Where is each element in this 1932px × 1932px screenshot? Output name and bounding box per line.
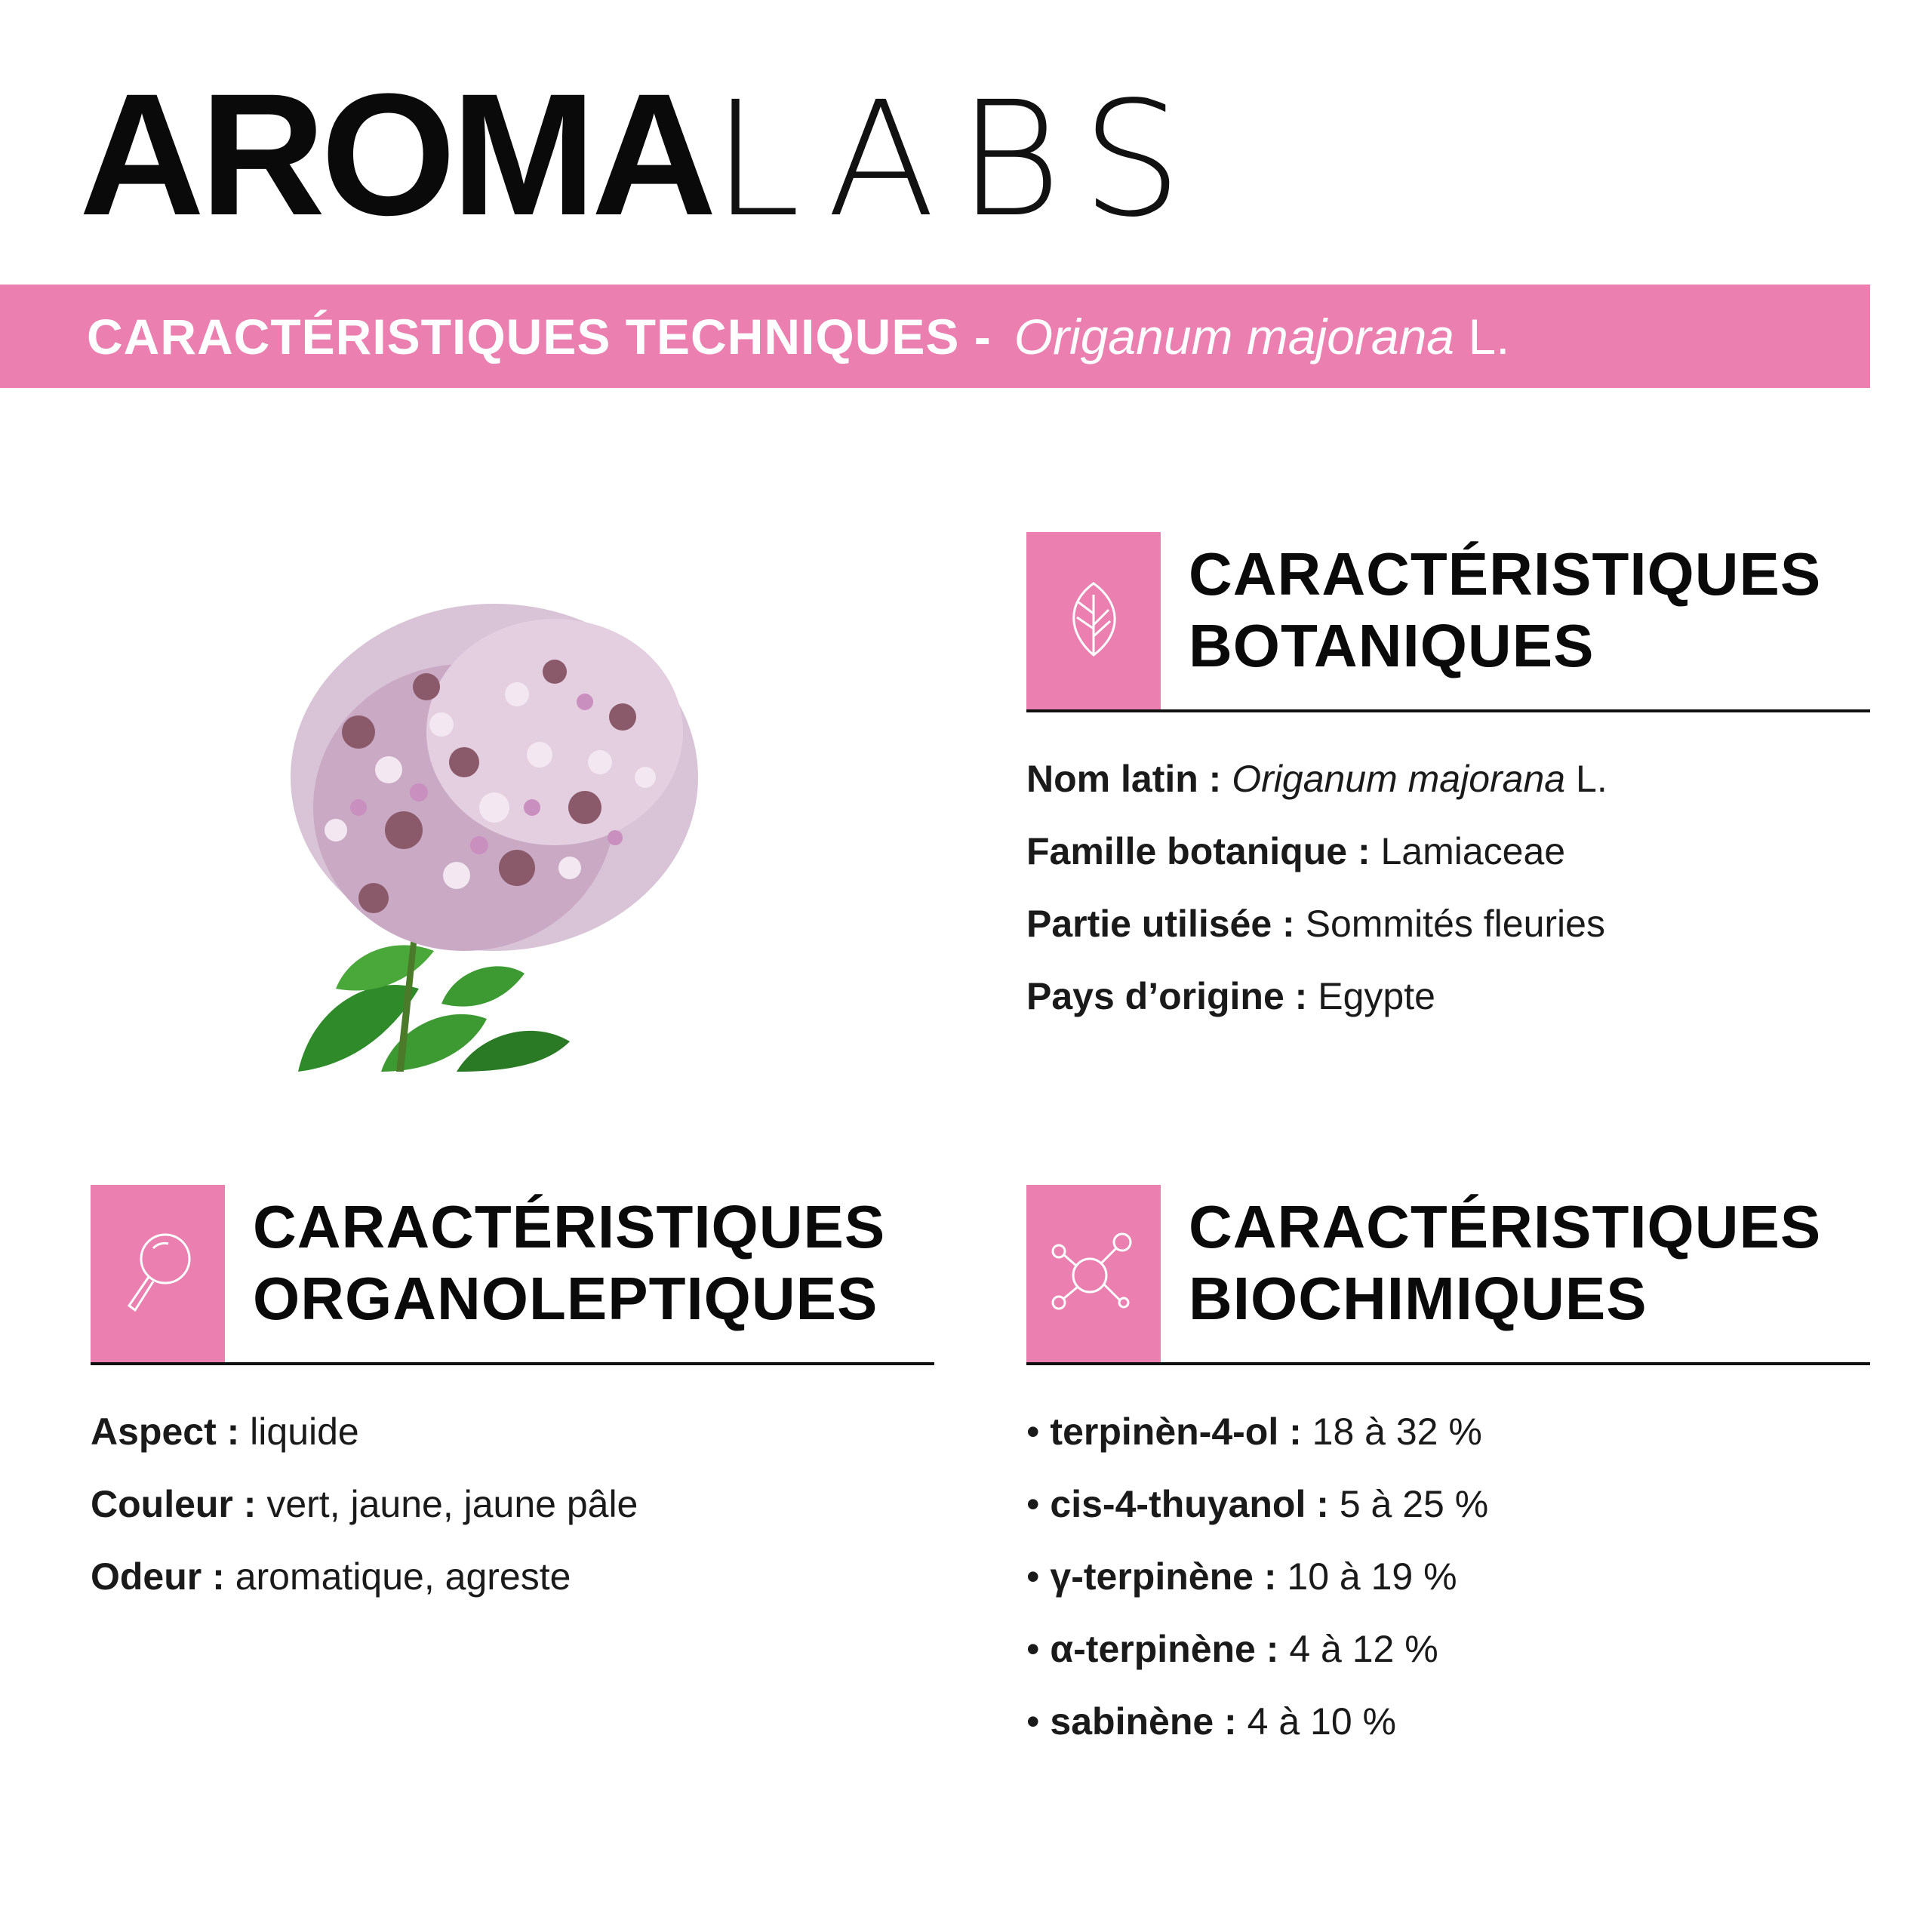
- logo-bold: AROMA: [79, 57, 712, 251]
- organoleptic-title-line2: ORGANOLEPTIQUES: [253, 1265, 878, 1332]
- row-value: Sommités fleuries: [1305, 903, 1605, 945]
- row-value: liquide: [250, 1411, 359, 1453]
- list-item: [91, 1540, 934, 1613]
- row-key: Famille botanique :: [1026, 830, 1371, 872]
- row-value: 4 à 12 %: [1289, 1628, 1438, 1670]
- botanical-list: [1026, 743, 1870, 1032]
- row-value: 18 à 32 %: [1312, 1411, 1482, 1453]
- biochemical-title-line2: BIOCHIMIQUES: [1189, 1265, 1647, 1332]
- biochemical-title: [1189, 1191, 1821, 1334]
- list-item: [1026, 888, 1870, 960]
- bullet: •: [1026, 1411, 1040, 1453]
- row-key: Nom latin :: [1026, 758, 1222, 800]
- title-banner: [0, 285, 1870, 388]
- list-item: [1026, 1685, 1870, 1758]
- row-value: 10 à 19 %: [1287, 1555, 1457, 1598]
- row-key: sabinène :: [1050, 1700, 1237, 1743]
- row-key: terpinèn-4-ol :: [1050, 1411, 1302, 1453]
- magnifier-icon: [91, 1185, 225, 1362]
- list-item: [1026, 1395, 1870, 1468]
- botanical-header: [1026, 532, 1870, 712]
- banner-species: [1014, 308, 1510, 365]
- row-value: Origanum majorana: [1232, 758, 1566, 800]
- row-key: Partie utilisée :: [1026, 903, 1295, 945]
- molecule-icon: [1026, 1185, 1161, 1362]
- banner-title: CARACTÉRISTIQUES TECHNIQUES -: [87, 308, 992, 365]
- botanical-title-line2: BOTANIQUES: [1189, 612, 1595, 679]
- row-key: Pays d’origine :: [1026, 975, 1308, 1017]
- botanical-title-line1: CARACTÉRISTIQUES: [1189, 540, 1822, 608]
- biochemical-header: [1026, 1185, 1870, 1365]
- list-item: [91, 1468, 934, 1540]
- row-suffix: L.: [1576, 758, 1607, 800]
- organoleptic-title-line1: CARACTÉRISTIQUES: [253, 1193, 886, 1260]
- list-item: [1026, 743, 1870, 815]
- row-value: aromatique, agreste: [235, 1555, 571, 1598]
- row-key: α-terpinène :: [1050, 1628, 1279, 1670]
- row-key: cis-4-thuyanol :: [1050, 1483, 1329, 1525]
- row-key: Aspect :: [91, 1411, 240, 1453]
- organoleptic-section: [91, 1185, 934, 1613]
- bullet: •: [1026, 1555, 1040, 1598]
- row-key: Couleur :: [91, 1483, 257, 1525]
- biochemical-title-line1: CARACTÉRISTIQUES: [1189, 1193, 1822, 1260]
- bullet: •: [1026, 1700, 1040, 1743]
- row-key: γ-terpinène :: [1050, 1555, 1277, 1598]
- list-item: [91, 1395, 934, 1468]
- organoleptic-title: [253, 1191, 885, 1334]
- bullet: •: [1026, 1628, 1040, 1670]
- botanical-section: [1026, 532, 1870, 1032]
- list-item: [1026, 815, 1870, 888]
- logo-thin: LABS: [712, 67, 1205, 252]
- row-value: Lamiaceae: [1380, 830, 1566, 872]
- row-value: vert, jaune, jaune pâle: [266, 1483, 638, 1525]
- list-item: [1026, 1613, 1870, 1685]
- botanical-title: [1189, 538, 1821, 681]
- bullet: •: [1026, 1483, 1040, 1525]
- leaf-icon: [1026, 532, 1161, 709]
- banner-author: L.: [1468, 308, 1510, 365]
- row-value: 4 à 10 %: [1247, 1700, 1396, 1743]
- row-value: Egypte: [1318, 975, 1435, 1017]
- list-item: [1026, 1468, 1870, 1540]
- row-value: 5 à 25 %: [1339, 1483, 1489, 1525]
- organoleptic-header: [91, 1185, 934, 1365]
- organoleptic-list: [91, 1395, 934, 1613]
- marjoram-plant-image: [268, 581, 781, 1072]
- list-item: [1026, 960, 1870, 1032]
- banner-species-name: Origanum majorana: [1014, 308, 1455, 365]
- list-item: [1026, 1540, 1870, 1613]
- brand-logo: [79, 57, 1205, 252]
- row-key: Odeur :: [91, 1555, 225, 1598]
- biochemical-section: [1026, 1185, 1870, 1758]
- biochemical-list: [1026, 1395, 1870, 1758]
